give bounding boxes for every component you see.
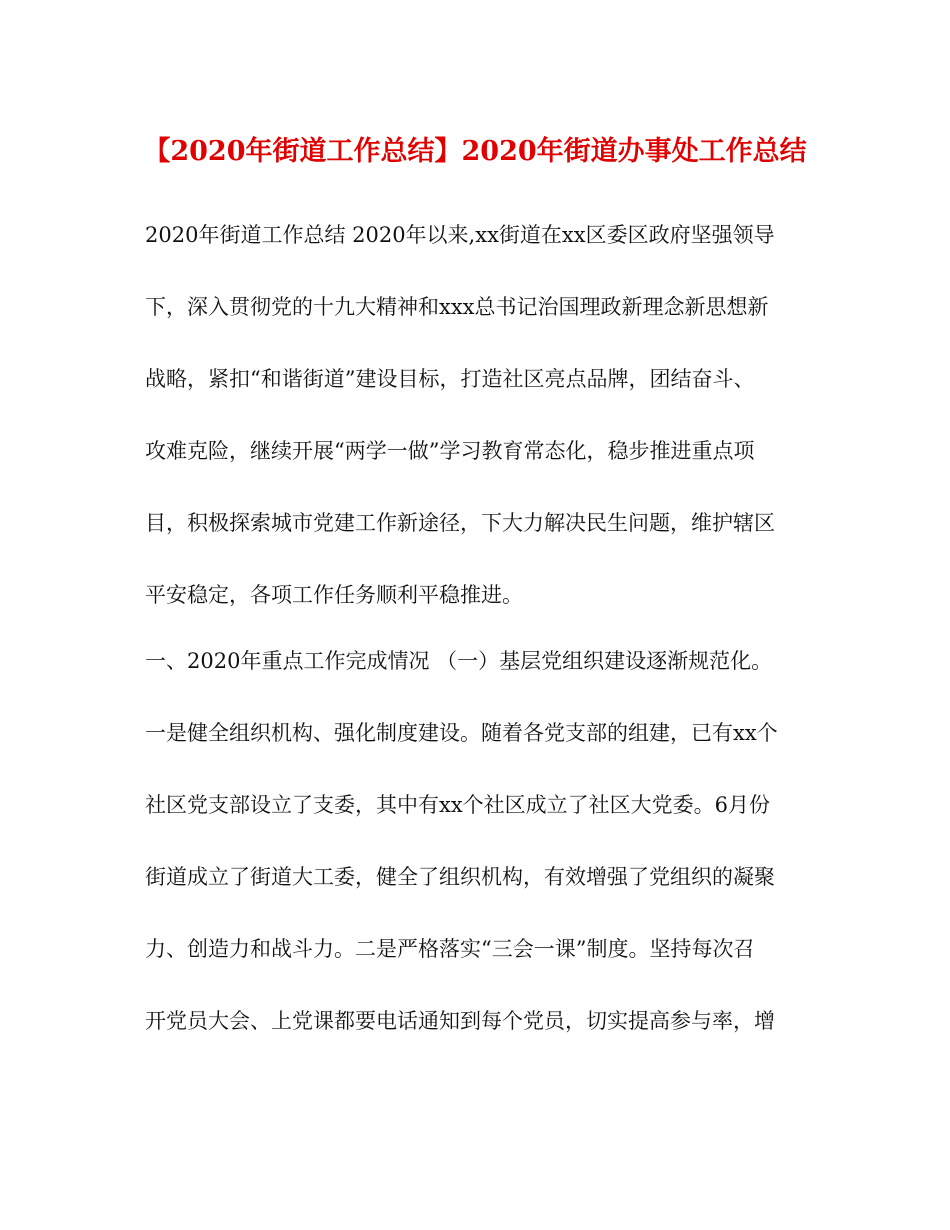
body-line: 力、创造力和战斗力。二是严格落实“三会一课”制度。坚持每次召	[145, 937, 755, 961]
body-line: 一是健全组织机构、强化制度建设。随着各党支部的组建，已有xx个	[145, 721, 778, 745]
document-title: 【2020年街道工作总结】2020年街道办事处工作总结	[143, 136, 807, 167]
body-line: 开党员大会、上党课都要电话通知到每个党员，切实提高参与率，增	[145, 1009, 775, 1033]
body-line: 社区党支部设立了支委，其中有xx个社区成立了社区大党委。6月份	[145, 793, 771, 817]
body-line: 2020年街道工作总结 2020年以来,xx街道在xx区委区政府坚强领导	[145, 223, 775, 247]
section-heading-line: 一、2020年重点工作完成情况 （一）基层党组织建设逐渐规范化。	[145, 649, 773, 673]
body-line: 目，积极探索城市党建工作新途径，下大力解决民生问题，维护辖区	[145, 511, 775, 535]
body-line: 平安稳定，各项工作任务顺利平稳推进。	[145, 583, 523, 607]
body-line: 战略，紧扣“和谐街道”建设目标，打造社区亮点品牌，团结奋斗、	[145, 367, 755, 391]
body-line: 街道成立了街道大工委，健全了组织机构，有效增强了党组织的凝聚	[145, 865, 775, 889]
body-line: 下，深入贯彻党的十九大精神和xxx总书记治国理政新理念新思想新	[145, 295, 769, 319]
body-line: 攻难克险，继续开展“两学一做”学习教育常态化，稳步推进重点项	[145, 439, 755, 463]
